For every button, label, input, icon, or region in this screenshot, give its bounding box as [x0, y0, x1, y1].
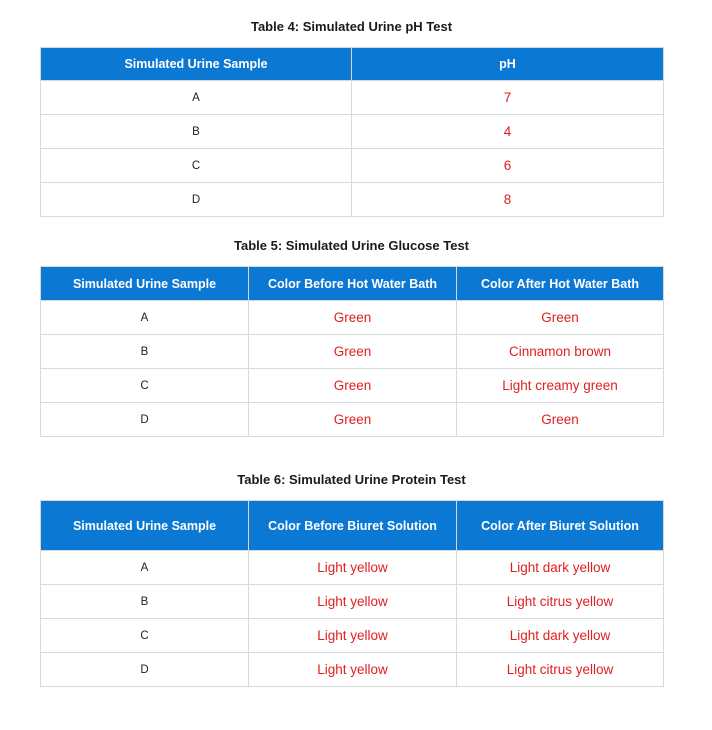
table-header-row — [41, 501, 664, 551]
color-after-cell: Light citrus yellow — [457, 653, 664, 687]
sample-cell: D — [41, 653, 249, 687]
table-row — [41, 653, 664, 687]
column-header: Simulated Urine Sample — [41, 48, 352, 81]
sample-cell: B — [41, 115, 352, 149]
color-after-cell: Light creamy green — [457, 369, 664, 403]
sample-cell: C — [41, 149, 352, 183]
sample-cell: C — [41, 369, 249, 403]
table-row — [41, 403, 664, 437]
column-header: pH — [352, 48, 664, 81]
table-header-row — [41, 48, 664, 81]
table-row — [41, 149, 664, 183]
column-header: Simulated Urine Sample — [41, 267, 249, 301]
table-row — [41, 183, 664, 217]
sample-cell: B — [41, 335, 249, 369]
sample-cell: A — [41, 551, 249, 585]
sample-cell: D — [41, 183, 352, 217]
ph-value-cell: 7 — [352, 81, 664, 115]
column-header: Color Before Biuret Solution — [249, 501, 457, 551]
color-before-cell: Light yellow — [249, 619, 457, 653]
color-after-cell: Light citrus yellow — [457, 585, 664, 619]
column-header: Color After Hot Water Bath — [457, 267, 664, 301]
table-row — [41, 81, 664, 115]
table-5-caption: Table 5: Simulated Urine Glucose Test — [233, 238, 470, 253]
table-row — [41, 369, 664, 403]
column-header: Simulated Urine Sample — [41, 501, 249, 551]
color-before-cell: Green — [249, 335, 457, 369]
protein-test-table — [40, 500, 664, 687]
table-6-caption: Table 6: Simulated Urine Protein Test — [237, 472, 466, 487]
table-row — [41, 585, 664, 619]
ph-value-cell: 8 — [352, 183, 664, 217]
color-before-cell: Green — [249, 301, 457, 335]
column-header: Color Before Hot Water Bath — [249, 267, 457, 301]
color-after-cell: Light dark yellow — [457, 619, 664, 653]
color-after-cell: Green — [457, 301, 664, 335]
color-before-cell: Green — [249, 403, 457, 437]
table-row — [41, 551, 664, 585]
table-row — [41, 301, 664, 335]
glucose-test-table — [40, 266, 664, 437]
color-after-cell: Green — [457, 403, 664, 437]
color-before-cell: Light yellow — [249, 551, 457, 585]
color-after-cell: Cinnamon brown — [457, 335, 664, 369]
sample-cell: B — [41, 585, 249, 619]
sample-cell: C — [41, 619, 249, 653]
sample-cell: D — [41, 403, 249, 437]
color-before-cell: Light yellow — [249, 585, 457, 619]
color-before-cell: Green — [249, 369, 457, 403]
sample-cell: A — [41, 301, 249, 335]
table-row — [41, 115, 664, 149]
table-header-row — [41, 267, 664, 301]
ph-value-cell: 6 — [352, 149, 664, 183]
table-4-caption: Table 4: Simulated Urine pH Test — [250, 19, 453, 34]
column-header: Color After Biuret Solution — [457, 501, 664, 551]
color-before-cell: Light yellow — [249, 653, 457, 687]
color-after-cell: Light dark yellow — [457, 551, 664, 585]
ph-test-table — [40, 47, 664, 217]
table-row — [41, 619, 664, 653]
sample-cell: A — [41, 81, 352, 115]
table-row — [41, 335, 664, 369]
ph-value-cell: 4 — [352, 115, 664, 149]
